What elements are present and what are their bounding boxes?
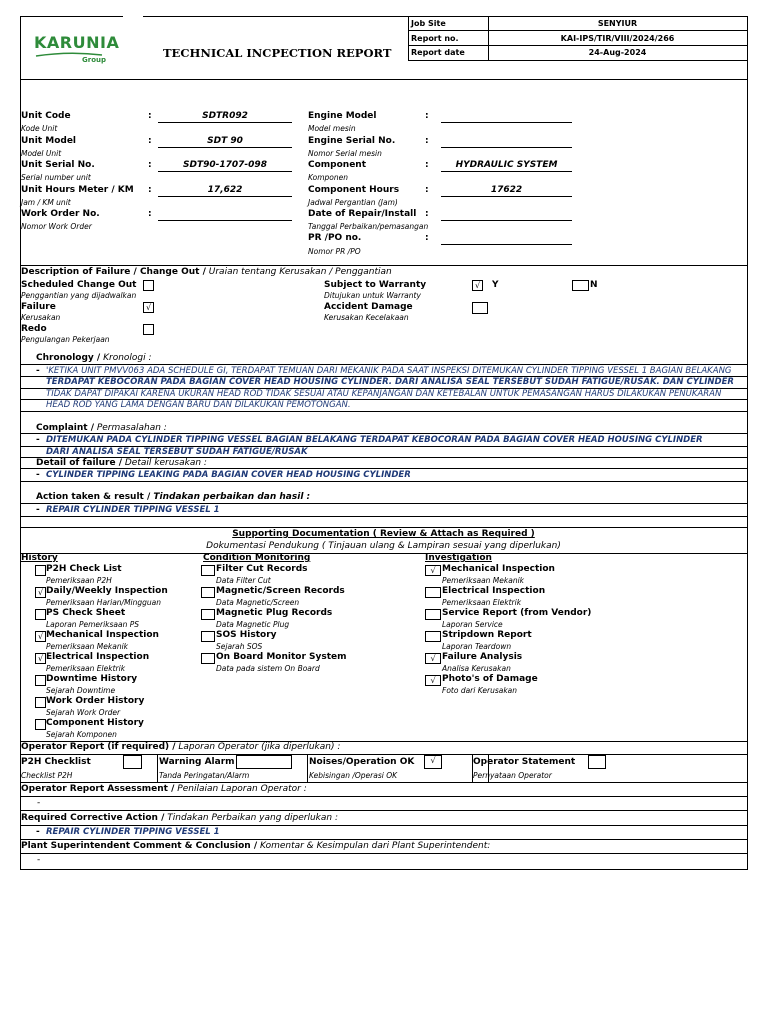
corrective-line[interactable]: REPAIR CYLINDER TIPPING VESSEL 1 xyxy=(46,827,220,837)
assessment-heading-id: Penilaian Laporan Operator : xyxy=(174,784,307,794)
investigation-item-sub: Laporan Service xyxy=(442,620,503,629)
superintendent-heading-id: Komentar & Kesimpulan dari Plant Superintendent: xyxy=(257,841,491,851)
date-repair-sub: Tanggal Perbaikan/pemasangan xyxy=(308,222,429,231)
history-checkbox[interactable]: √ xyxy=(35,653,46,664)
investigation-item-sub: Pemeriksaan Elektrik xyxy=(442,598,522,607)
investigation-item-label: Electrical Inspection xyxy=(442,586,546,596)
history-item-label: Daily/Weekly Inspection xyxy=(46,586,168,596)
history-checkbox[interactable]: √ xyxy=(35,631,46,642)
detail-heading-id: Detail kerusakan : xyxy=(122,458,207,468)
investigation-item-label: Failure Analysis xyxy=(442,652,523,662)
warranty-sub: Ditujukan untuk Warranty xyxy=(324,291,421,300)
corrective-heading xyxy=(21,813,338,823)
noises-checkbox[interactable]: √ xyxy=(424,755,442,769)
chronology-heading-id: Kronologi : xyxy=(100,353,152,363)
job-site-label: Job Site xyxy=(411,19,446,28)
complaint-line-1: DITEMUKAN PADA CYLINDER TIPPING VESSEL BAGIAN BELAKANG TERDAPAT KEBOCORAN PADA BAGIAN COVER HEAD HOUSING CYLINDER xyxy=(46,435,703,445)
complaint-bullet: - xyxy=(36,435,40,445)
detail-line: CYLINDER TIPPING LEAKING PADA BAGIAN COVER HEAD HOUSING CYLINDER xyxy=(46,470,411,480)
scheduled-checkbox[interactable] xyxy=(143,280,154,291)
history-item-sub: Pemeriksaan Harian/Mingguan xyxy=(46,598,162,607)
superintendent-heading-en: Plant Superintendent Comment & Conclusion / xyxy=(21,841,258,851)
history-item-sub: Pemeriksaan P2H xyxy=(46,576,112,585)
detail-heading-en: Detail of failure / xyxy=(36,458,123,468)
support-subtitle: Dokumentasi Pendukung ( Tinjauan ulang & Lampiran sesuai yang diperlukan) xyxy=(206,541,561,551)
colon: : xyxy=(148,136,152,146)
unit-code-label: Unit Code xyxy=(21,111,71,121)
history-column-heading: History xyxy=(21,553,58,563)
investigation-item-sub: Laporan Teardown xyxy=(442,642,512,651)
investigation-item-sub: Analisa Kerusakan xyxy=(442,664,511,673)
condition-checkbox[interactable] xyxy=(201,653,215,664)
component-hours-label: Component Hours xyxy=(308,185,400,195)
unit-serial-sub: Serial number unit xyxy=(21,173,91,182)
component-sub: Komponen xyxy=(308,173,349,182)
corrective-heading-id: Tindakan Perbaikan yang diperlukan : xyxy=(164,813,338,823)
investigation-item-sub: Pemeriksaan Mekanik xyxy=(442,576,525,585)
investigation-item-label: Photo's of Damage xyxy=(442,674,538,684)
work-order-sub: Nomor Work Order xyxy=(21,222,92,231)
detail-heading xyxy=(36,458,207,468)
condition-item-label: Filter Cut Records xyxy=(216,564,308,574)
action-heading-en: Action taken & result / xyxy=(36,492,151,502)
pr-po-label: PR /PO no. xyxy=(308,233,362,243)
detail-bullet: - xyxy=(36,470,40,480)
p2h-checklist-label: P2H Checklist xyxy=(21,757,91,767)
superintendent-bullet[interactable]: - xyxy=(37,855,41,865)
accident-label: Accident Damage xyxy=(324,302,413,312)
investigation-item-sub: Foto dari Kerusakan xyxy=(442,686,518,695)
history-checkbox[interactable] xyxy=(35,719,46,730)
condition-checkbox[interactable] xyxy=(201,587,215,598)
investigation-column-heading: Investigation xyxy=(425,553,492,563)
action-line: REPAIR CYLINDER TIPPING VESSEL 1 xyxy=(46,505,220,515)
history-checkbox[interactable] xyxy=(35,675,46,686)
failure-heading-en: Description of Failure / Change Out / xyxy=(21,267,206,277)
report-date-value: 24-Aug-2024 xyxy=(588,48,647,57)
colon: : xyxy=(425,160,429,170)
corrective-bullet: - xyxy=(36,827,40,837)
assessment-heading xyxy=(21,784,307,794)
complaint-heading xyxy=(36,423,167,433)
history-checkbox[interactable] xyxy=(35,565,46,576)
unit-model-sub: Model Unit xyxy=(21,149,62,158)
logo-sub: Group xyxy=(82,56,107,64)
condition-checkbox[interactable] xyxy=(201,609,215,620)
colon: : xyxy=(425,111,429,121)
action-heading xyxy=(36,492,310,502)
history-item-sub: Sejarah Downtime xyxy=(46,686,116,695)
assessment-bullet[interactable]: - xyxy=(37,798,41,808)
date-repair-label: Date of Repair/Install xyxy=(308,209,417,219)
operator-heading-en: Operator Report (if required) / xyxy=(21,742,176,752)
condition-item-sub: Data Filter Cut xyxy=(216,576,271,585)
condition-item-label: Magnetic/Screen Records xyxy=(216,586,345,596)
condition-item-label: SOS History xyxy=(216,630,277,640)
history-item-label: Component History xyxy=(46,718,144,728)
unit-model-value[interactable]: SDT 90 xyxy=(207,136,243,146)
complaint-heading-en: Complaint / xyxy=(36,423,94,433)
chronology-bullet: - xyxy=(36,366,40,376)
history-item-label: Mechanical Inspection xyxy=(46,630,159,640)
unit-hours-sub: Jam / KM unit xyxy=(21,198,71,207)
investigation-checkbox[interactable]: √ xyxy=(425,653,441,664)
unit-hours-label: Unit Hours Meter / KM xyxy=(21,185,134,195)
operator-statement-label: Operator Statement xyxy=(473,757,576,767)
accident-checkbox[interactable] xyxy=(472,302,488,314)
warning-alarm-label: Warning Alarm xyxy=(159,757,235,767)
history-item-label: Electrical Inspection xyxy=(46,652,150,662)
operator-heading xyxy=(21,742,340,752)
chronology-heading-en: Chronology / xyxy=(36,353,101,363)
complaint-line-2: DARI ANALISA SEAL TERSEBUT SUDAH FATIGUE/RUSAK xyxy=(46,447,308,457)
condition-item-sub: Sejarah SOS xyxy=(216,642,263,651)
unit-hours-value[interactable]: 17,622 xyxy=(207,185,243,195)
chronology-heading xyxy=(36,353,152,363)
logo-text: KARUNIA xyxy=(34,33,120,52)
condition-item-sub: Data Magnetic Plug xyxy=(216,620,290,629)
component-label: Component xyxy=(308,160,367,170)
chronology-line-3: TIDAK DAPAT DIPAKAI KARENA UKURAN HEAD ROD TIDAK SESUAI ATAU KEPANJANGAN DAN KETEBALAN UNTUK PEMASANGAN HARUS DILAKUKAN PENUKARAN xyxy=(46,389,722,399)
condition-column-heading: Condition Monitoring xyxy=(203,553,311,563)
investigation-checkbox[interactable] xyxy=(425,631,441,642)
history-item-sub: Sejarah Work Order xyxy=(46,708,121,717)
condition-item-sub: Data Magnetic/Screen xyxy=(216,598,300,607)
page-title: TECHNICAL INCPECTION REPORT xyxy=(163,46,392,60)
company-logo xyxy=(34,33,120,66)
condition-checkbox[interactable] xyxy=(201,565,215,576)
operator-heading-id: Laporan Operator (jika diperlukan) : xyxy=(175,742,341,752)
action-bullet: - xyxy=(36,505,40,515)
investigation-item-label: Mechanical Inspection xyxy=(442,564,555,574)
chronology-line-4: HEAD ROD YANG LAMA DENGAN BARU DAN DILAKUKAN PEMOTONGAN. xyxy=(46,400,351,410)
condition-checkbox[interactable] xyxy=(201,631,215,642)
unit-code-sub: Kode Unit xyxy=(21,124,58,133)
history-item-label: Work Order History xyxy=(46,696,145,706)
warranty-no-label: N xyxy=(590,280,598,290)
history-item-label: Downtime History xyxy=(46,674,138,684)
scheduled-sub: Penggantian yang dijadwalkan xyxy=(21,291,137,300)
colon: : xyxy=(425,233,429,243)
unit-model-label: Unit Model xyxy=(21,136,77,146)
engine-model-label: Engine Model xyxy=(308,111,377,121)
history-checkbox[interactable] xyxy=(35,697,46,708)
warranty-label: Subject to Warranty xyxy=(324,280,427,290)
history-item-sub: Pemeriksaan Mekanik xyxy=(46,642,129,651)
unit-code-value[interactable]: SDTR092 xyxy=(202,111,248,121)
colon: : xyxy=(425,209,429,219)
chronology-line-1: 'KETIKA UNIT PMVV063 ADA SCHEDULE GI, TERDAPAT TEMUAN DARI MEKANIK PADA SAAT INSPEKSI DITEMUKAN CYLINDER TIPPING VESSEL 1 BAGIAN BELAKANG xyxy=(46,366,732,376)
redo-checkbox[interactable] xyxy=(143,324,154,335)
investigation-checkbox[interactable] xyxy=(425,587,441,598)
support-title: Supporting Documentation ( Review & Attach as Required ) xyxy=(232,529,535,539)
history-item-label: PS Check Sheet xyxy=(46,608,126,618)
history-checkbox[interactable]: √ xyxy=(35,587,46,598)
failure-label: Failure xyxy=(21,302,56,312)
pr-po-sub: Nomor PR /PO xyxy=(308,247,361,256)
warranty-yes-checkbox[interactable]: √ xyxy=(472,280,483,291)
accident-sub: Kerusakan Kecelakaan xyxy=(324,313,409,322)
redo-sub: Pengulangan Pekerjaan xyxy=(21,335,110,344)
colon: : xyxy=(148,160,152,170)
investigation-checkbox[interactable]: √ xyxy=(425,565,441,576)
redo-label: Redo xyxy=(21,324,47,334)
history-item-sub: Pemeriksaan Elektrik xyxy=(46,664,126,673)
corrective-heading-en: Required Corrective Action / xyxy=(21,813,165,823)
colon: : xyxy=(148,185,152,195)
history-item-label: P2H Check List xyxy=(46,564,122,574)
report-no-label: Report no. xyxy=(411,34,459,43)
engine-serial-sub: Nomor Serial mesin xyxy=(308,149,382,158)
history-item-sub: Laporan Pemeriksaan PS xyxy=(46,620,140,629)
noises-sub: Kebisingan /Operasi OK xyxy=(309,771,398,780)
p2h-checklist-sub: Checklist P2H xyxy=(21,771,73,780)
history-checkbox[interactable] xyxy=(35,609,46,620)
colon: : xyxy=(425,185,429,195)
colon: : xyxy=(148,111,152,121)
superintendent-heading xyxy=(21,841,490,851)
history-item-sub: Sejarah Komponen xyxy=(46,730,117,739)
colon: : xyxy=(425,136,429,146)
colon: : xyxy=(148,209,152,219)
investigation-item-label: Service Report (from Vendor) xyxy=(442,608,592,618)
condition-item-sub: Data pada sistem On Board xyxy=(216,664,320,673)
condition-item-label: Magnetic Plug Records xyxy=(216,608,333,618)
report-no-value: KAI-IPS/TIR/VIII/2024/266 xyxy=(560,34,675,43)
failure-heading xyxy=(21,267,392,277)
unit-serial-label: Unit Serial No. xyxy=(21,160,95,170)
investigation-checkbox[interactable] xyxy=(425,609,441,620)
investigation-item-label: Stripdown Report xyxy=(442,630,532,640)
action-heading-id: Tindakan perbaikan dan hasil : xyxy=(150,492,311,502)
condition-item-label: On Board Monitor System xyxy=(216,652,347,662)
investigation-checkbox[interactable]: √ xyxy=(425,675,441,686)
chronology-line-2: TERDAPAT KEBOCORAN PADA BAGIAN COVER HEAD HOUSING CYLINDER. DARI ANALISA SEAL TERSEBUT SUDAH FATIGUE/RUSAK. DAN CYLINDER xyxy=(46,377,734,387)
report-date-label: Report date xyxy=(411,48,465,57)
operator-statement-checkbox[interactable] xyxy=(588,755,606,769)
assessment-heading-en: Operator Report Assessment / xyxy=(21,784,175,794)
warning-alarm-checkbox[interactable] xyxy=(236,755,292,769)
work-order-label: Work Order No. xyxy=(21,209,100,219)
engine-model-sub: Model mesin xyxy=(308,124,356,133)
failure-sub: Kerusakan xyxy=(21,313,61,322)
warranty-yes-label: Y xyxy=(492,280,499,290)
scheduled-label: Scheduled Change Out xyxy=(21,280,137,290)
component-hours-value[interactable]: 17622 xyxy=(490,185,523,195)
failure-heading-id: Uraian tentang Kerusakan / Penggantian xyxy=(205,267,392,277)
warning-alarm-sub: Tanda Peringatan/Alarm xyxy=(159,771,250,780)
operator-statement-sub: Pernyataan Operator xyxy=(473,771,552,780)
warranty-no-checkbox[interactable] xyxy=(572,280,589,291)
unit-serial-value[interactable]: SDT90-1707-098 xyxy=(183,160,267,170)
component-hours-sub: Jadwal Pergantian (Jam) xyxy=(308,198,398,207)
complaint-heading-id: Permasalahan : xyxy=(93,423,167,433)
component-value[interactable]: HYDRAULIC SYSTEM xyxy=(455,160,558,170)
engine-serial-label: Engine Serial No. xyxy=(308,136,396,146)
p2h-checklist-checkbox[interactable] xyxy=(123,755,142,769)
job-site-value: SENYIUR xyxy=(597,19,638,28)
failure-checkbox[interactable]: √ xyxy=(143,302,154,313)
noises-label: Noises/Operation OK xyxy=(309,757,415,767)
